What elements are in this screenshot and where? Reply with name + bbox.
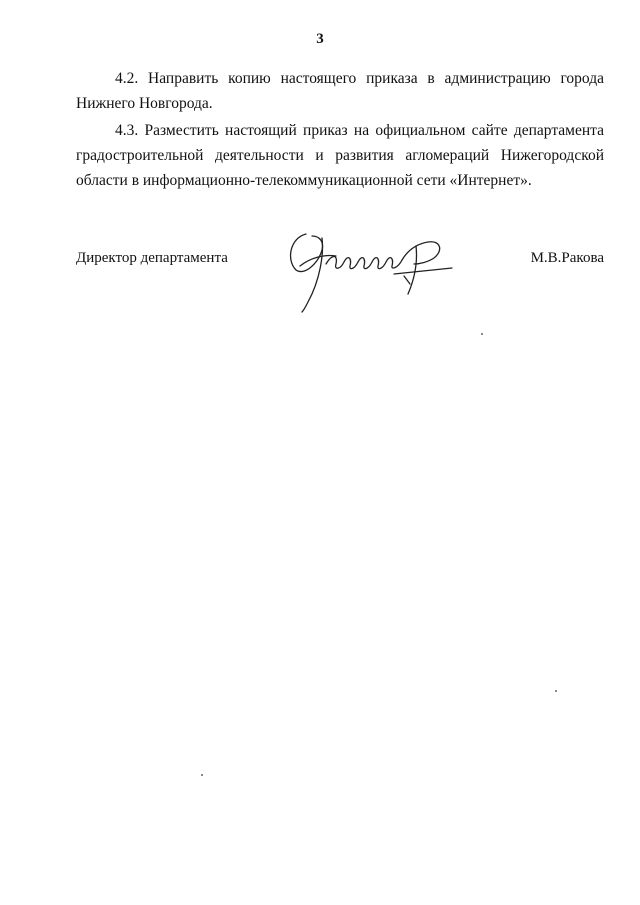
- paragraph-4-2: 4.2. Направить копию настоящего приказа в администрацию города Нижнего Новгорода.: [76, 70, 604, 112]
- signer-position: Директор департамента: [76, 250, 228, 266]
- handwritten-signature: [282, 224, 462, 314]
- signer-name: М.В.Ракова: [530, 250, 604, 266]
- paragraph-4-3: 4.3. Разместить настоящий приказ на официальном сайте департамента градостроительной деятельности и развития агломераций Нижегородской области в информационно-телекоммуникационной сети «Интернет».: [76, 122, 604, 189]
- page-number: 3: [316, 31, 324, 47]
- scan-speck: [201, 774, 203, 776]
- scan-speck: [481, 333, 483, 335]
- scan-speck: [555, 690, 557, 692]
